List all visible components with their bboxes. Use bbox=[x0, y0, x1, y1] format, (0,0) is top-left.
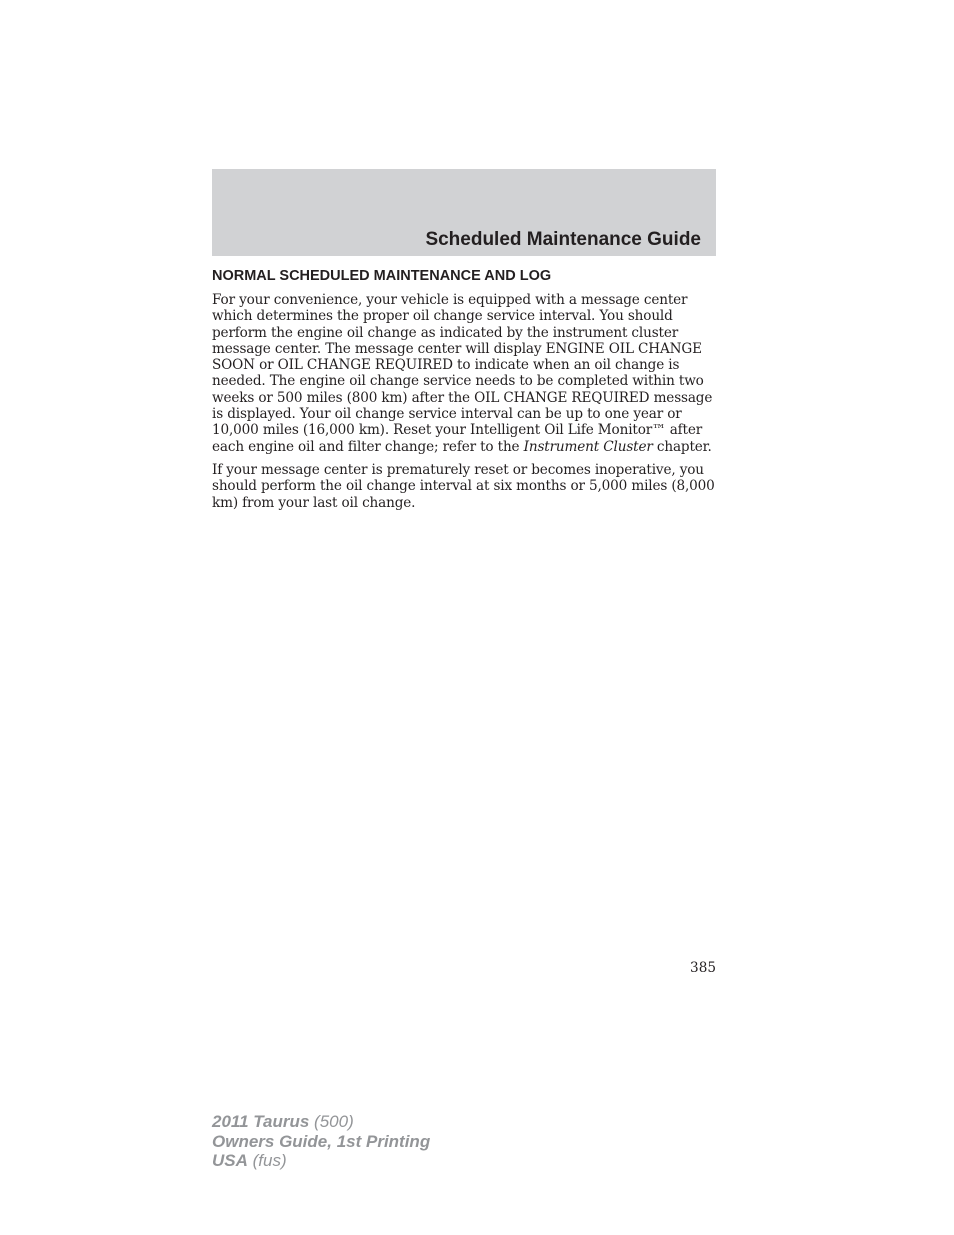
header-band bbox=[212, 169, 716, 256]
footer-model-code: (500) bbox=[309, 1112, 354, 1131]
footer-line-market bbox=[212, 1151, 430, 1171]
footer-line-model bbox=[212, 1112, 430, 1132]
footer-edition: Owners Guide, 1st Printing bbox=[212, 1131, 431, 1151]
footer-line-edition bbox=[212, 1132, 430, 1152]
main-content bbox=[212, 266, 716, 518]
chapter-reference: Instrument Cluster bbox=[523, 438, 653, 455]
paragraph-oil-change-interval bbox=[212, 292, 716, 455]
section-heading: NORMAL SCHEDULED MAINTENANCE AND LOG bbox=[212, 268, 552, 284]
paragraph-message-center-reset: If your message center is prematurely reset or becomes inoperative, you should perform the oil change interval at six months or 5,000 miles (8,000 km) from your last oil change. bbox=[212, 461, 715, 511]
page-number: 385 bbox=[690, 960, 716, 976]
chapter-title: Scheduled Maintenance Guide bbox=[425, 229, 701, 250]
footer-market: USA bbox=[212, 1151, 248, 1170]
footer-market-code: (fus) bbox=[247, 1151, 287, 1170]
paragraph-text-end: chapter. bbox=[652, 438, 712, 455]
footer-model: 2011 Taurus bbox=[212, 1112, 310, 1131]
paragraph-text: For your convenience, your vehicle is equipped with a message center which determines the proper oil change service interval. You should perform the engine oil change as indicated by the instrument cluster message center. The message center will display ENGINE OIL CHANGE SOON or OIL CHANGE REQUIRED to indicate when an oil change is needed. The engine oil change service needs to be completed within two weeks or 500 miles (800 km) after the OIL CHANGE REQUIRED message is displayed. Your oil change service interval can be up to one year or 10,000 miles (16,000 km). Reset your Intelligent Oil Life Monitor™ after each engine oil and filter change; refer to the bbox=[212, 292, 713, 455]
footer-imprint bbox=[212, 1112, 430, 1171]
